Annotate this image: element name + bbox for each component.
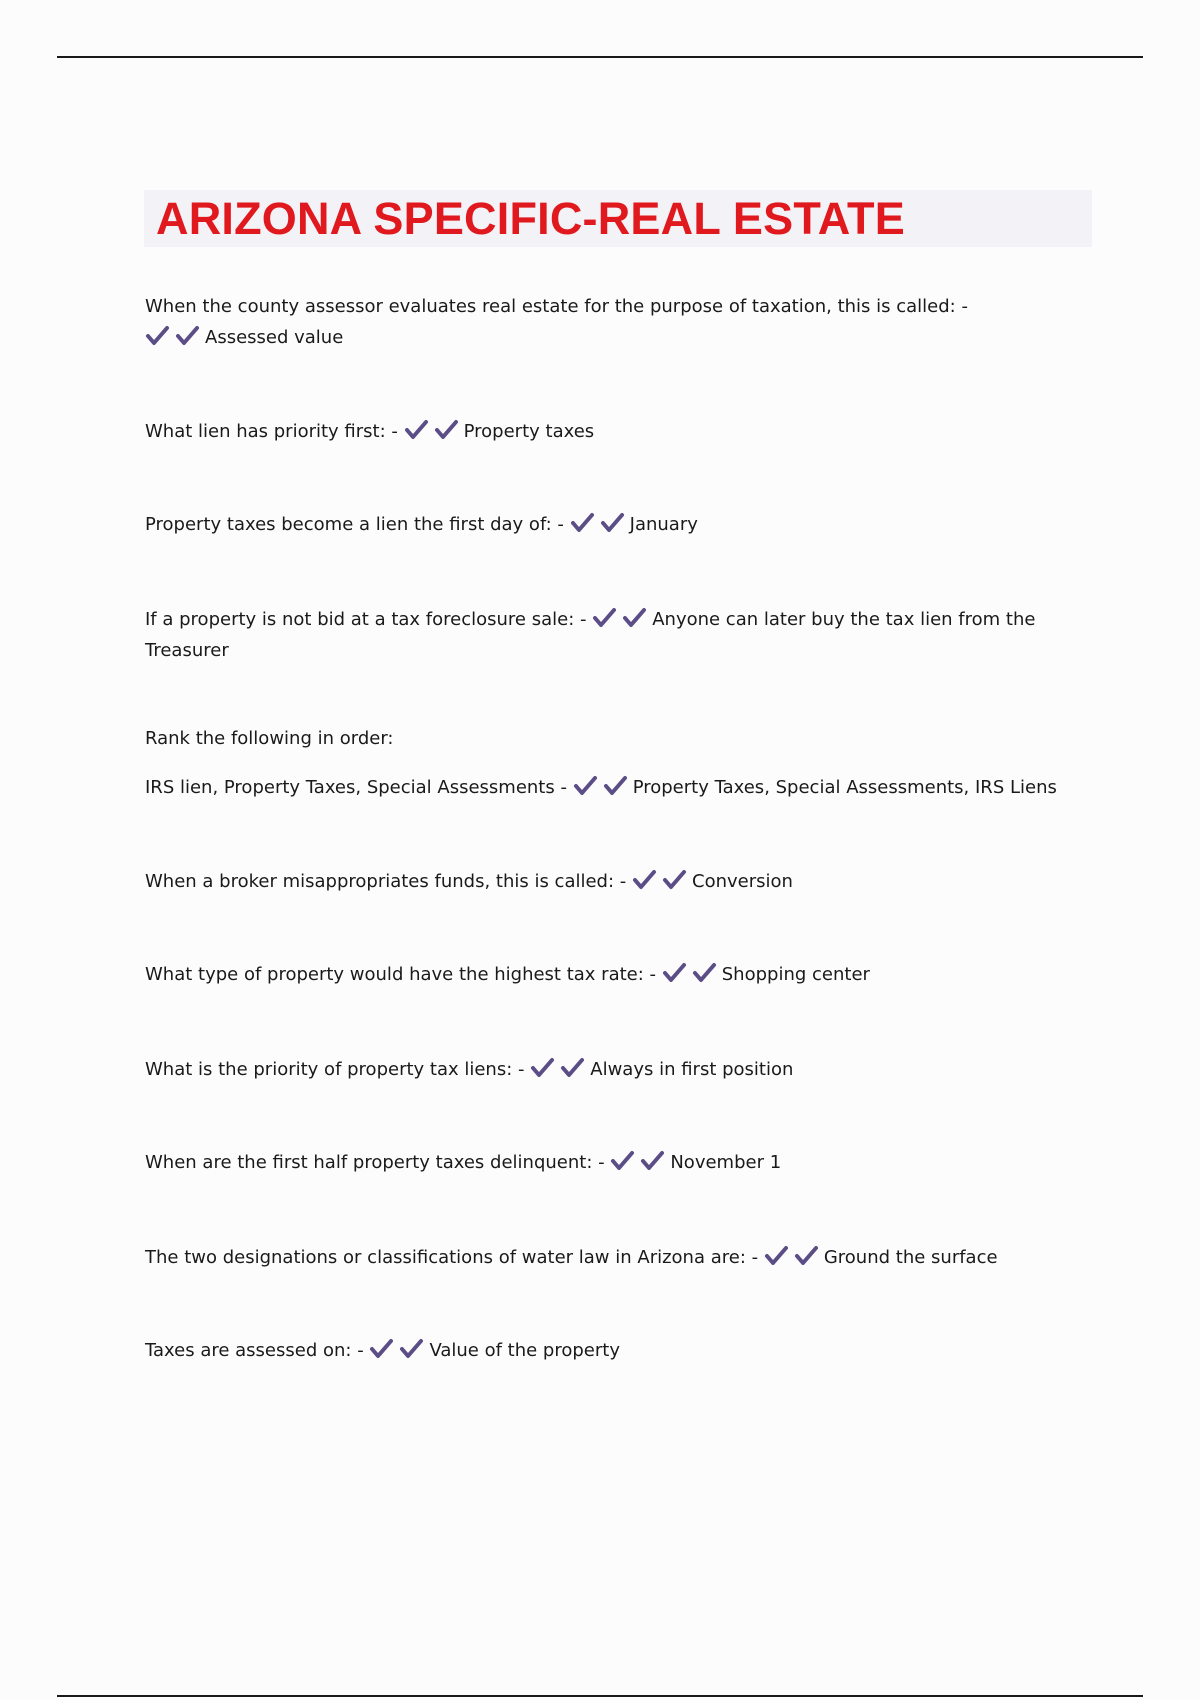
checkmark-icon bbox=[662, 962, 688, 984]
checkmark-icon bbox=[592, 607, 618, 629]
checkmark-icon bbox=[692, 962, 718, 984]
checkmark-icon bbox=[610, 1150, 636, 1172]
question-text: What lien has priority first: - bbox=[145, 421, 398, 442]
checkmark-icon bbox=[794, 1245, 820, 1267]
answer-text: Assessed value bbox=[205, 327, 344, 348]
question-text: What type of property would have the highest tax rate: - bbox=[145, 964, 657, 985]
checkmark-icon bbox=[560, 1057, 586, 1079]
question-text: Property taxes become a lien the first day of: - bbox=[145, 514, 564, 535]
qa-item-10 bbox=[145, 1242, 1075, 1273]
question-text: When a broker misappropriates funds, this is called: - bbox=[145, 871, 627, 892]
document-title: ARIZONA SPECIFIC-REAL ESTATE bbox=[156, 193, 905, 244]
checkmark-icon bbox=[369, 1338, 395, 1360]
answer-text: January bbox=[629, 514, 698, 535]
checkmark-icon bbox=[600, 512, 626, 534]
top-rule bbox=[57, 56, 1143, 58]
checkmark-icon bbox=[622, 607, 648, 629]
question-text: Taxes are assessed on: - bbox=[145, 1340, 364, 1361]
answer-text: November 1 bbox=[670, 1152, 782, 1173]
answer-text: Value of the property bbox=[429, 1340, 620, 1361]
question-text: IRS lien, Property Taxes, Special Assessments - bbox=[145, 777, 567, 798]
qa-item-8 bbox=[145, 1054, 1075, 1085]
qa-item-5 bbox=[145, 723, 1075, 803]
question-text: When the county assessor evaluates real estate for the purpose of taxation, this is called: - bbox=[145, 296, 968, 317]
qa-item-7 bbox=[145, 959, 1075, 990]
question-text: What is the priority of property tax liens: - bbox=[145, 1059, 525, 1080]
question-text: When are the first half property taxes delinquent: - bbox=[145, 1152, 605, 1173]
qa-item-1 bbox=[145, 291, 1075, 353]
qa-item-9 bbox=[145, 1147, 1075, 1178]
checkmark-icon bbox=[632, 869, 658, 891]
checkmark-icon bbox=[434, 419, 460, 441]
checkmark-icon bbox=[573, 775, 599, 797]
answer-text: Always in first position bbox=[590, 1059, 794, 1080]
answer-text: Property Taxes, Special Assessments, IRS Liens bbox=[632, 777, 1057, 798]
answer-text: Anyone can later buy the tax lien from the Treasurer bbox=[145, 609, 1036, 661]
checkmark-icon bbox=[175, 325, 201, 347]
checkmark-icon bbox=[640, 1150, 666, 1172]
qa-item-2 bbox=[145, 416, 1075, 447]
title-banner bbox=[144, 190, 1092, 247]
question-text: The two designations or classifications of water law in Arizona are: - bbox=[145, 1247, 759, 1268]
checkmark-icon bbox=[530, 1057, 556, 1079]
answer-text: Property taxes bbox=[463, 421, 595, 442]
question-intro-text: Rank the following in order: bbox=[145, 728, 394, 749]
answer-text: Ground the surface bbox=[823, 1247, 998, 1268]
qa-item-6 bbox=[145, 866, 1075, 897]
checkmark-icon bbox=[662, 869, 688, 891]
checkmark-icon bbox=[764, 1245, 790, 1267]
question-text: If a property is not bid at a tax foreclosure sale: - bbox=[145, 609, 587, 630]
qa-item-4 bbox=[145, 604, 1045, 666]
qa-item-11 bbox=[145, 1335, 1075, 1366]
checkmark-icon bbox=[603, 775, 629, 797]
checkmark-icon bbox=[399, 1338, 425, 1360]
checkmark-icon bbox=[145, 325, 171, 347]
checkmark-icon bbox=[404, 419, 430, 441]
answer-text: Shopping center bbox=[721, 964, 870, 985]
checkmark-icon bbox=[570, 512, 596, 534]
bottom-rule bbox=[57, 1695, 1143, 1697]
qa-item-3 bbox=[145, 509, 1075, 540]
answer-text: Conversion bbox=[692, 871, 793, 892]
